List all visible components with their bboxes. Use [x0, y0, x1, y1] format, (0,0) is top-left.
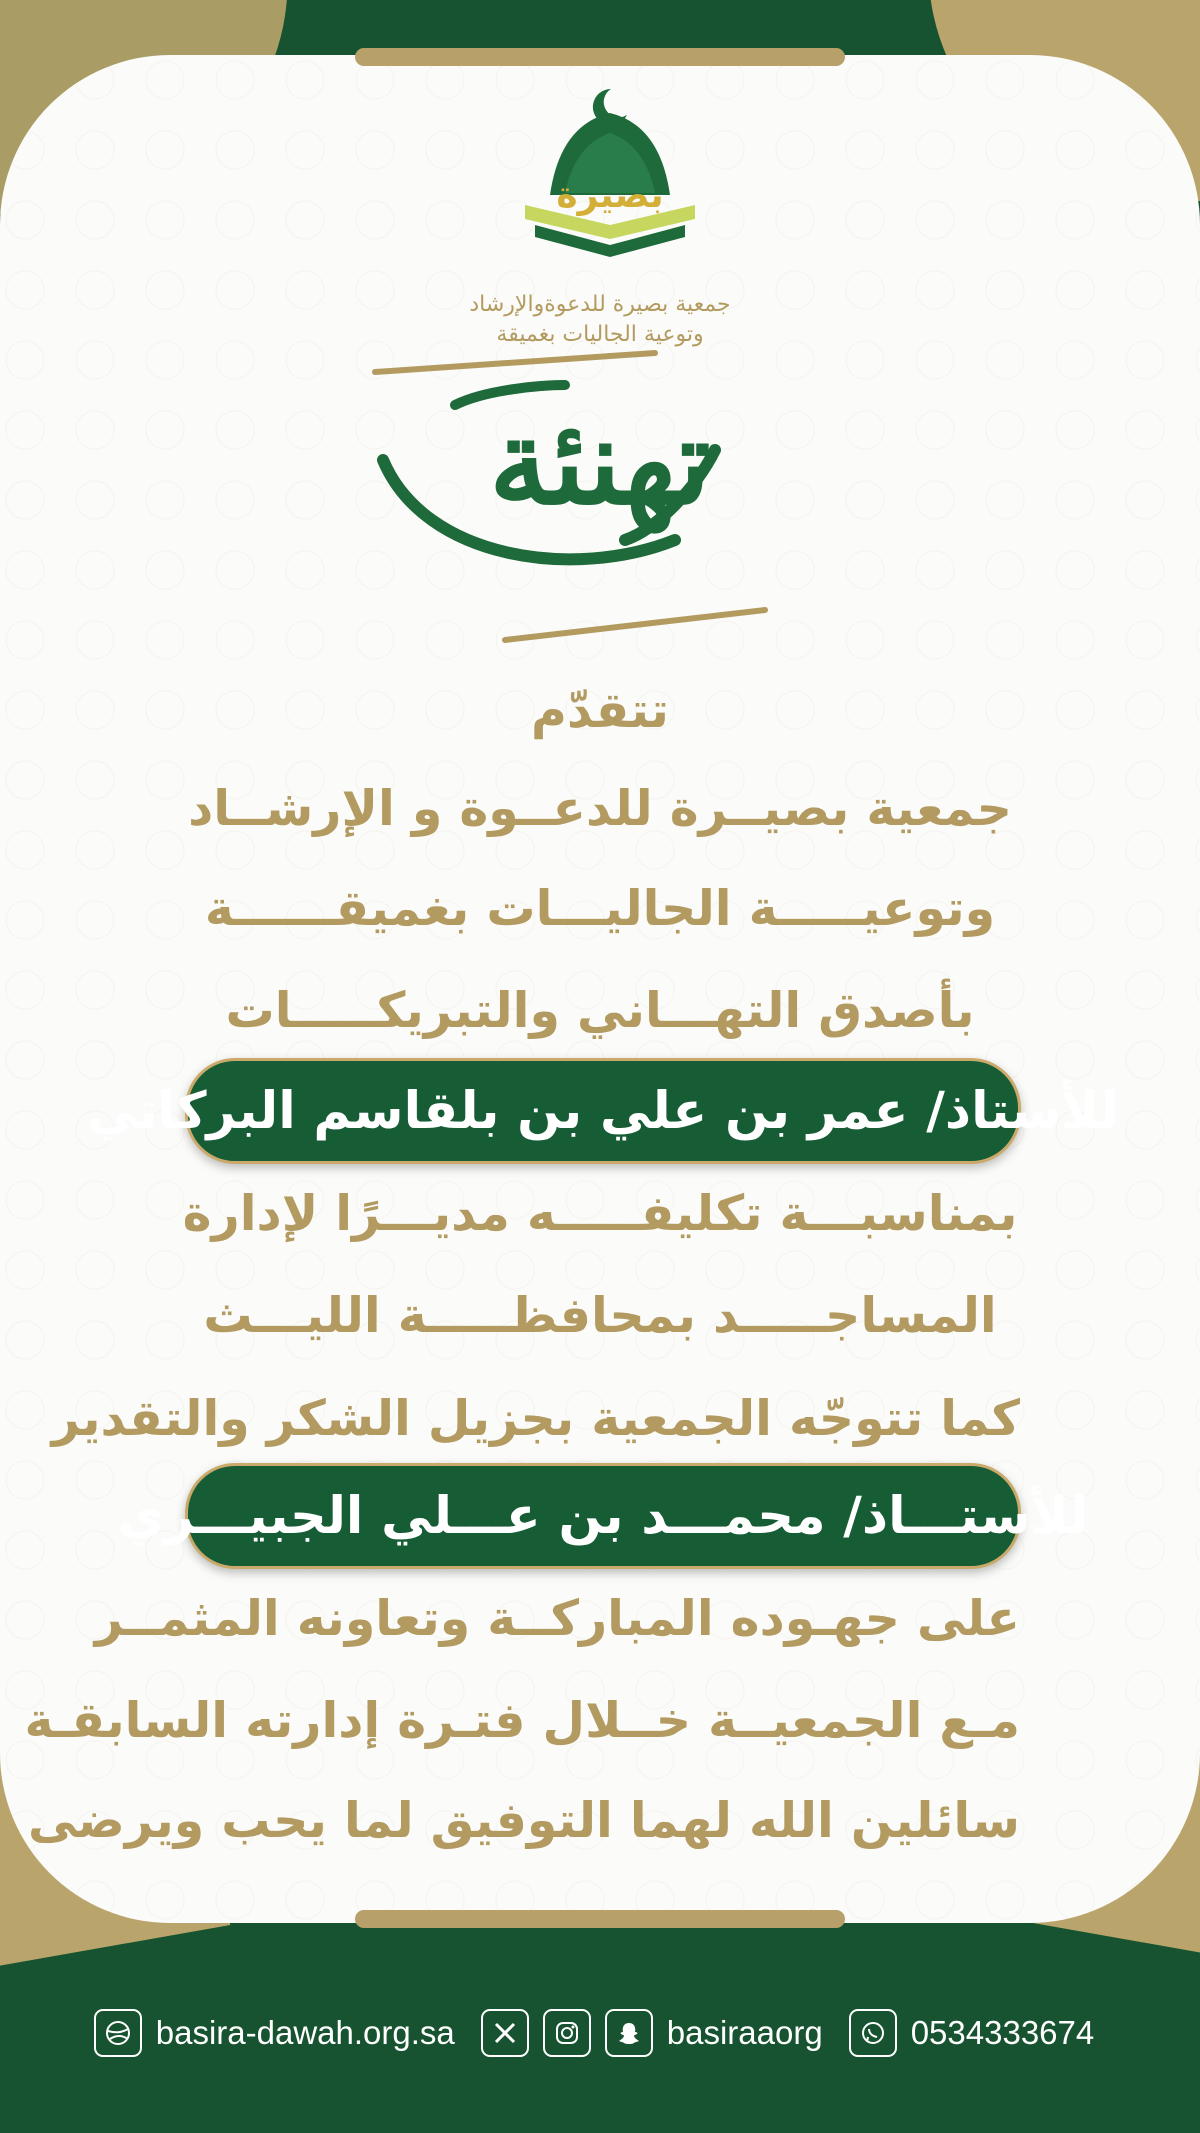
honoree-name-2: للأستـــاذ/ محمـــد بن عـــلي الجبيـــري: [117, 1486, 1089, 1546]
body-line-12: سائلين الله لهما التوفيق لما يحب ويرضى: [27, 1792, 1020, 1849]
whatsapp-icon[interactable]: [849, 2009, 897, 2057]
body-line-10: على جهـوده المباركــة وتعاونه المثمــر: [94, 1590, 1020, 1647]
globe-icon[interactable]: [94, 2009, 142, 2057]
org-name-line-1: جمعية بصيرة للدعوةوالإرشاد: [469, 292, 731, 317]
instagram-icon[interactable]: [543, 2009, 591, 2057]
bottom-gold-bar: [355, 1910, 845, 1928]
honoree-name-1: للأستاذ/ عمر بن علي بن بلقاسم البركاتي: [86, 1081, 1120, 1141]
snapchat-icon[interactable]: [605, 2009, 653, 2057]
body-line-3: وتوعيـــــة الجاليـــات بغميقــــــة: [204, 880, 996, 937]
org-name-line-2: وتوعية الجاليات بغميقة: [496, 322, 704, 347]
footer-contact-bar: [0, 1985, 1200, 2080]
svg-text:بصيرة: بصيرة: [556, 175, 664, 216]
x-icon[interactable]: [481, 2009, 529, 2057]
body-line-6: بمناسبـــة تكليفـــــه مديـــرًا لإدارة: [182, 1185, 1018, 1242]
honoree-pill-1: [86, 1058, 1120, 1164]
top-gold-bar: [355, 48, 845, 66]
body-line-2: جمعية بصيــرة للدعــوة و الإرشــاد: [188, 780, 1012, 837]
congratulations-title: تهنئة: [489, 392, 711, 531]
body-line-1: تتقدّم: [531, 682, 669, 739]
body-line-8: كما تتوجّه الجمعية بجزيل الشكر والتقدير: [51, 1390, 1020, 1447]
social-handle[interactable]: basiraaorg: [666, 2013, 823, 2051]
body-line-7: المساجـــــد بمحافظـــــة الليـــث: [203, 1287, 997, 1344]
phone-number[interactable]: 0534333674: [910, 2013, 1095, 2051]
body-line-4: بأصدق التهـــاني والتبريكـــــات: [225, 982, 975, 1039]
body-line-11: مـع الجمعيــة خــلال فتـرة إدارته السابقـة: [24, 1692, 1020, 1749]
website-link[interactable]: basira-dawah.org.sa: [155, 2013, 455, 2051]
honoree-pill-2: [117, 1463, 1089, 1569]
basira-logo: [505, 75, 715, 285]
